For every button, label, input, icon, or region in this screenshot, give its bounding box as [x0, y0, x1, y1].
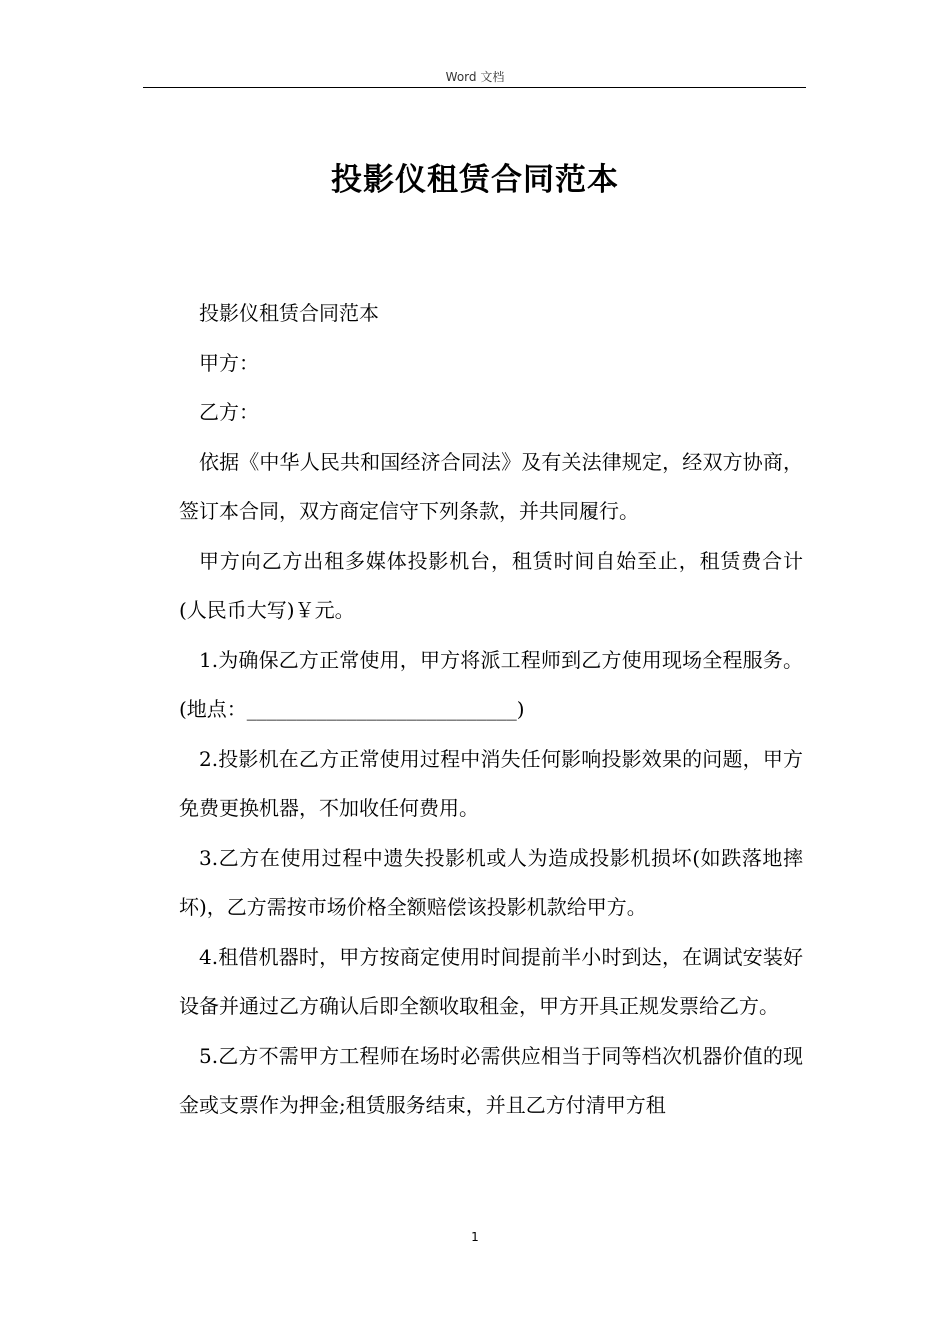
page-number: 1	[471, 1230, 479, 1244]
document-body	[179, 289, 803, 1131]
paragraph-heading: 投影仪租赁合同范本	[199, 301, 379, 325]
paragraph-clause-5: 5.乙方不需甲方工程师在场时必需供应相当于同等档次机器价值的现金或支票作为押金;租赁服务结束，并且乙方付清甲方租	[179, 1043, 803, 1117]
paragraph-clause-2: 2.投影机在乙方正常使用过程中消失任何影响投影效果的问题，甲方免费更换机器，不加收任何费用。	[179, 746, 803, 820]
paragraph-party-a: 甲方：	[199, 350, 259, 375]
paragraph-clause-4: 4.租借机器时，甲方按商定使用时间提前半小时到达，在调试安装好设备并通过乙方确认后即全额收取租金，甲方开具正规发票给乙方。	[179, 944, 803, 1018]
paragraph-clause-3: 3.乙方在使用过程中遗失投影机或人为造成投影机损坏(如跌落地摔坏)，乙方需按市场价格全额赔偿该投影机款给甲方。	[179, 845, 803, 919]
paragraph-clause-1: 1.为确保乙方正常使用，甲方将派工程师到乙方使用现场全程服务。(地点：___________________________)	[179, 647, 803, 721]
paragraph-preamble: 依据《中华人民共和国经济合同法》及有关法律规定，经双方协商，签订本合同，双方商定信守下列条款，并共同履行。	[179, 449, 803, 523]
page-header-label: Word 文档	[445, 70, 505, 84]
paragraph-party-b: 乙方：	[199, 400, 259, 424]
document-title: 投影仪租赁合同范本	[331, 162, 619, 198]
header-divider	[143, 87, 806, 88]
paragraph-rental-terms: 甲方向乙方出租多媒体投影机台，租赁时间自始至止，租赁费合计(人民币大写)￥元。	[179, 548, 803, 622]
